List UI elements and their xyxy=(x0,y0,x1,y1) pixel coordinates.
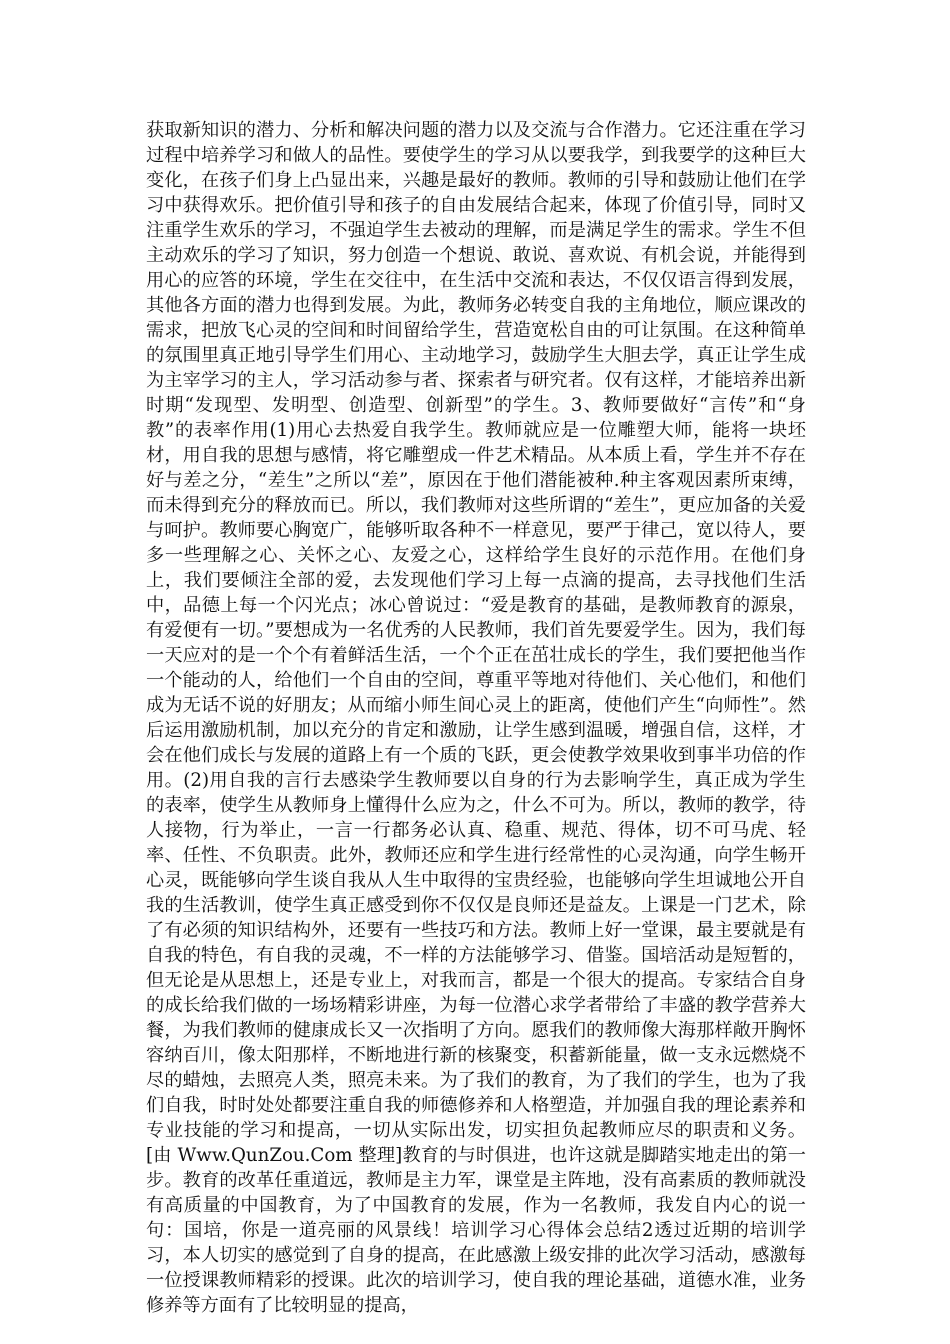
body-paragraph: 获取新知识的潜力、分析和解决问题的潜力以及交流与合作潜力。它还注重在学习过程中培养学习和做人的品性。要使学生的学习从以要我学，到我要学的这种巨大变化，在孩子们身上凸显出来，兴趣是最好的教师。教师的引导和鼓励让他们在学习中获得欢乐。把价值引导和孩子的自由发展结合起来，体现了价值引导，同时又注重学生欢乐的学习，不强迫学生去被动的理解，而是满足学生的需求。学生不但主动欢乐的学习了知识，努力创造一个想说、敢说、喜欢说、有机会说，并能得到用心的应答的环境，学生在交往中，在生活中交流和表达，不仅仅语言得到发展，其他各方面的潜力也得到发展。为此，教师务必转变自我的主角地位，顺应课改的需求，把放飞心灵的空间和时间留给学生，营造宽松自由的可让氛围。在这种简单的氛围里真正地引导学生们用心、主动地学习，鼓励学生大胆去学，真正让学生成为主宰学习的主人，学习活动参与者、探索者与研究者。仅有这样，才能培养出新时期“发现型、发明型、创造型、创新型”的学生。3、教师要做好“言传”和“身教”的表率作用(1)用心去热爱自我学生。教师就应是一位雕塑大师，能将一块坯材，用自我的思想与感情，将它雕塑成一件艺术精品。从本质上看，学生并不存在好与差之分，“差生”之所以“差”，原因在于他们潜能被种.种主客观因素所束缚，而未得到充分的释放而已。所以，我们教师对这些所谓的“差生”，更应加备的关爱与呵护。教师要心胸宽广，能够听取各种不一样意见，要严于律己，宽以待人，要多一些理解之心、关怀之心、友爱之心，这样给学生良好的示范作用。在他们身上，我们要倾注全部的爱，去发现他们学习上每一点滴的提高，去寻找他们生活中，品德上每一个闪光点；冰心曾说过：“爱是教育的基础，是教师教育的源泉，有爱便有一切。”要想成为一名优秀的人民教师，我们首先要爱学生。因为，我们每一天应对的是一个个有着鲜活生活，一个个正在茁壮成长的学生，我们要把他当作一个能动的人，给他们一个自由的空间，尊重平等地对待他们、关心他们，和他们成为无话不说的好朋友；从而缩小师生间心灵上的距离，使他们产生“向师性”。然后运用激励机制，加以充分的肯定和激励，让学生感到温暖，增强自信，这样，才会在他们成长与发展的道路上有一个质的飞跃，更会使教学效果收到事半功倍的作用。(2)用自我的言行去感染学生教师要以自身的行为去影响学生，真正成为学生的表率，使学生从教师身上懂得什么应为之，什么不可为。所以，教师的教学，待人接物，行为举止，一言一行都务必认真、稳重、规范、得体，切不可马虎、轻率、任性、不负职责。此外，教师还应和学生进行经常性的心灵沟通，向学生畅开心灵，既能够向学生谈自我从人生中取得的宝贵经验，也能够向学生坦诚地公开自我的生活教训，使学生真正感受到你不仅仅是良师还是益友。上课是一门艺术，除了有必须的知识结构外，还要有一些技巧和方法。教师上好一堂课，最主要就是有自我的特色，有自我的灵魂，不一样的方法能够学习、借鉴。国培活动是短暂的，但无论是从思想上，还是专业上，对我而言，都是一个很大的提高。专家结合自身的成长给我们做的一场场精彩讲座，为每一位潜心求学者带给了丰盛的教学营养大餐，为我们教师的健康成长又一次指明了方向。愿我们的教师像大海那样敞开胸怀容纳百川，像太阳那样，不断地进行新的核聚变，积蓄新能量，做一支永远燃烧不尽的蜡烛，去照亮人类，照亮未来。为了我们的教育，为了我们的学生，也为了我们自我，时时处处都要注重自我的师德修养和人格塑造，并加强自我的理论素养和专业技能的学习和提高，一切从实际出发，切实担负起教师应尽的职责和义务。[由 Www.QunZou.Com 整理]教育的与时俱进，也许这就是脚踏实地走出的第一步。教育的改革任重道远，教师是主力军，课堂是主阵地，没有高素质的教师就没有高质量的中国教育，为了中国教育的发展，作为一名教师，我发自内心的说一句：国培，你是一道亮丽的风景线！培训学习心得体会总结2透过近期的培训学习，本人切实的感觉到了自身的提高，在此感激上级安排的此次学习活动，感激每一位授课教师精彩的授课。此次的培训学习，使自我的理论基础，道德水准，业务修养等方面有了比较明显的提高， xyxy=(146,120,806,1316)
